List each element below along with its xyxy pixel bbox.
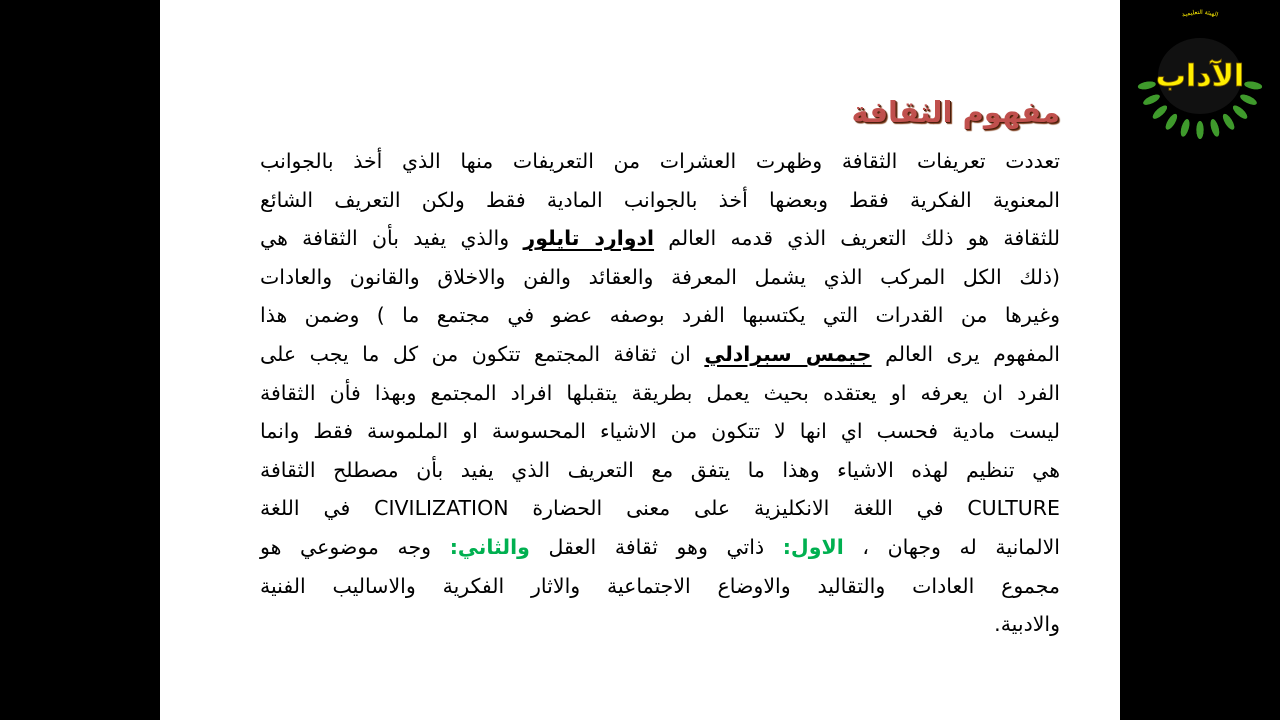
laurel-leaf xyxy=(1244,80,1263,90)
slide-page xyxy=(160,0,1120,720)
laurel-leaf xyxy=(1137,80,1156,90)
text-run: والادبية. xyxy=(994,612,1060,637)
slide-title: مفهوم الثقافة xyxy=(851,95,1060,129)
laurel-leaf xyxy=(1179,118,1191,137)
text-run: (ذلك الكل المركب الذي يشمل المعرفة والعقائد والفن والاخلاق والقانون والعادات xyxy=(260,264,1060,289)
laurel-leaf xyxy=(1196,121,1203,139)
term-culture: CULTURE xyxy=(967,496,1060,521)
laurel-leaf xyxy=(1142,93,1161,107)
laurel-leaf xyxy=(1221,112,1237,131)
text-run: تعددت تعريفات الثقافة وظهرت العشرات من التعريفات منها الذي أخذ بالجوانب xyxy=(260,149,1060,173)
term-civilization: CIVILIZATION xyxy=(374,496,509,521)
text-line xyxy=(260,219,1060,258)
text-run: الفرد ان يعرفه او يعتقده بحيث يعمل بطريقة يتقبلها افراد المجتمع وبهذا فأن الثقافة xyxy=(260,380,1060,405)
text-run: في اللغة الانكليزية على معنى الحضارة xyxy=(508,496,968,521)
scholar-name-tylor: ادوارد تايلور xyxy=(523,226,655,251)
logo-text: الآداب xyxy=(1155,59,1245,94)
label-first: الاول: xyxy=(782,534,844,559)
text-run: في اللغة xyxy=(260,496,375,521)
text-run: ان ثقافة المجتمع تتكون من كل ما يجب على xyxy=(260,341,705,366)
text-line xyxy=(260,374,1060,413)
text-line xyxy=(260,489,1060,528)
text-run: للثقافة هو ذلك التعريف الذي قدمه العالم xyxy=(654,226,1060,251)
text-line xyxy=(260,181,1060,220)
text-run: ذاتي وهو ثقافة العقل xyxy=(529,534,783,559)
text-run: وغيرها من القدرات التي يكتسبها الفرد بوصفه عضو في مجتمع ما ) وضمن هذا xyxy=(260,303,1060,328)
text-line xyxy=(260,451,1060,490)
logo-arc-text: الهيئة التعليمية xyxy=(1181,8,1219,19)
text-run: ليست مادية فحسب اي انها لا تتكون من الاشياء المحسوسة او الملموسة فقط وانما xyxy=(260,419,1060,444)
laurel-leaf xyxy=(1239,93,1258,107)
text-line xyxy=(260,258,1060,297)
text-run: المعنوية الفكرية فقط وبعضها أخذ بالجوانب المادية فقط ولكن التعريف الشائع xyxy=(260,187,1060,212)
text-line xyxy=(260,296,1060,335)
text-line xyxy=(260,567,1060,606)
text-line xyxy=(260,605,1060,644)
label-second: والثاني: xyxy=(449,534,530,559)
laurel-leaf xyxy=(1231,103,1249,120)
text-line xyxy=(260,528,1060,567)
scholar-name-spradley: جيمس سبرادلي xyxy=(704,341,872,366)
text-run: الالمانية له وجهان ، xyxy=(843,534,1060,559)
text-line xyxy=(260,412,1060,451)
laurel-leaf xyxy=(1164,112,1180,131)
text-run: وجه موضوعي هو xyxy=(260,534,450,559)
text-line xyxy=(260,142,1060,181)
text-run: هي تنظيم لهذه الاشياء وهذا ما يتفق مع التعريف الذي يفيد بأن مصطلح الثقافة xyxy=(260,457,1060,482)
text-run: والذي يفيد بأن الثقافة هي xyxy=(260,226,524,251)
laurel-leaf xyxy=(1209,118,1221,137)
text-run: مجموع العادات والتقاليد والاوضاع الاجتماعية والاثار الفكرية والاساليب الفنية xyxy=(260,573,1060,598)
laurel-leaf xyxy=(1151,103,1169,120)
text-line xyxy=(260,335,1060,374)
college-logo xyxy=(1122,4,1278,144)
text-run: المفهوم يرى العالم xyxy=(871,341,1060,366)
laurel-wreath-icon xyxy=(1122,4,1278,144)
slide-body-text xyxy=(260,142,1060,644)
